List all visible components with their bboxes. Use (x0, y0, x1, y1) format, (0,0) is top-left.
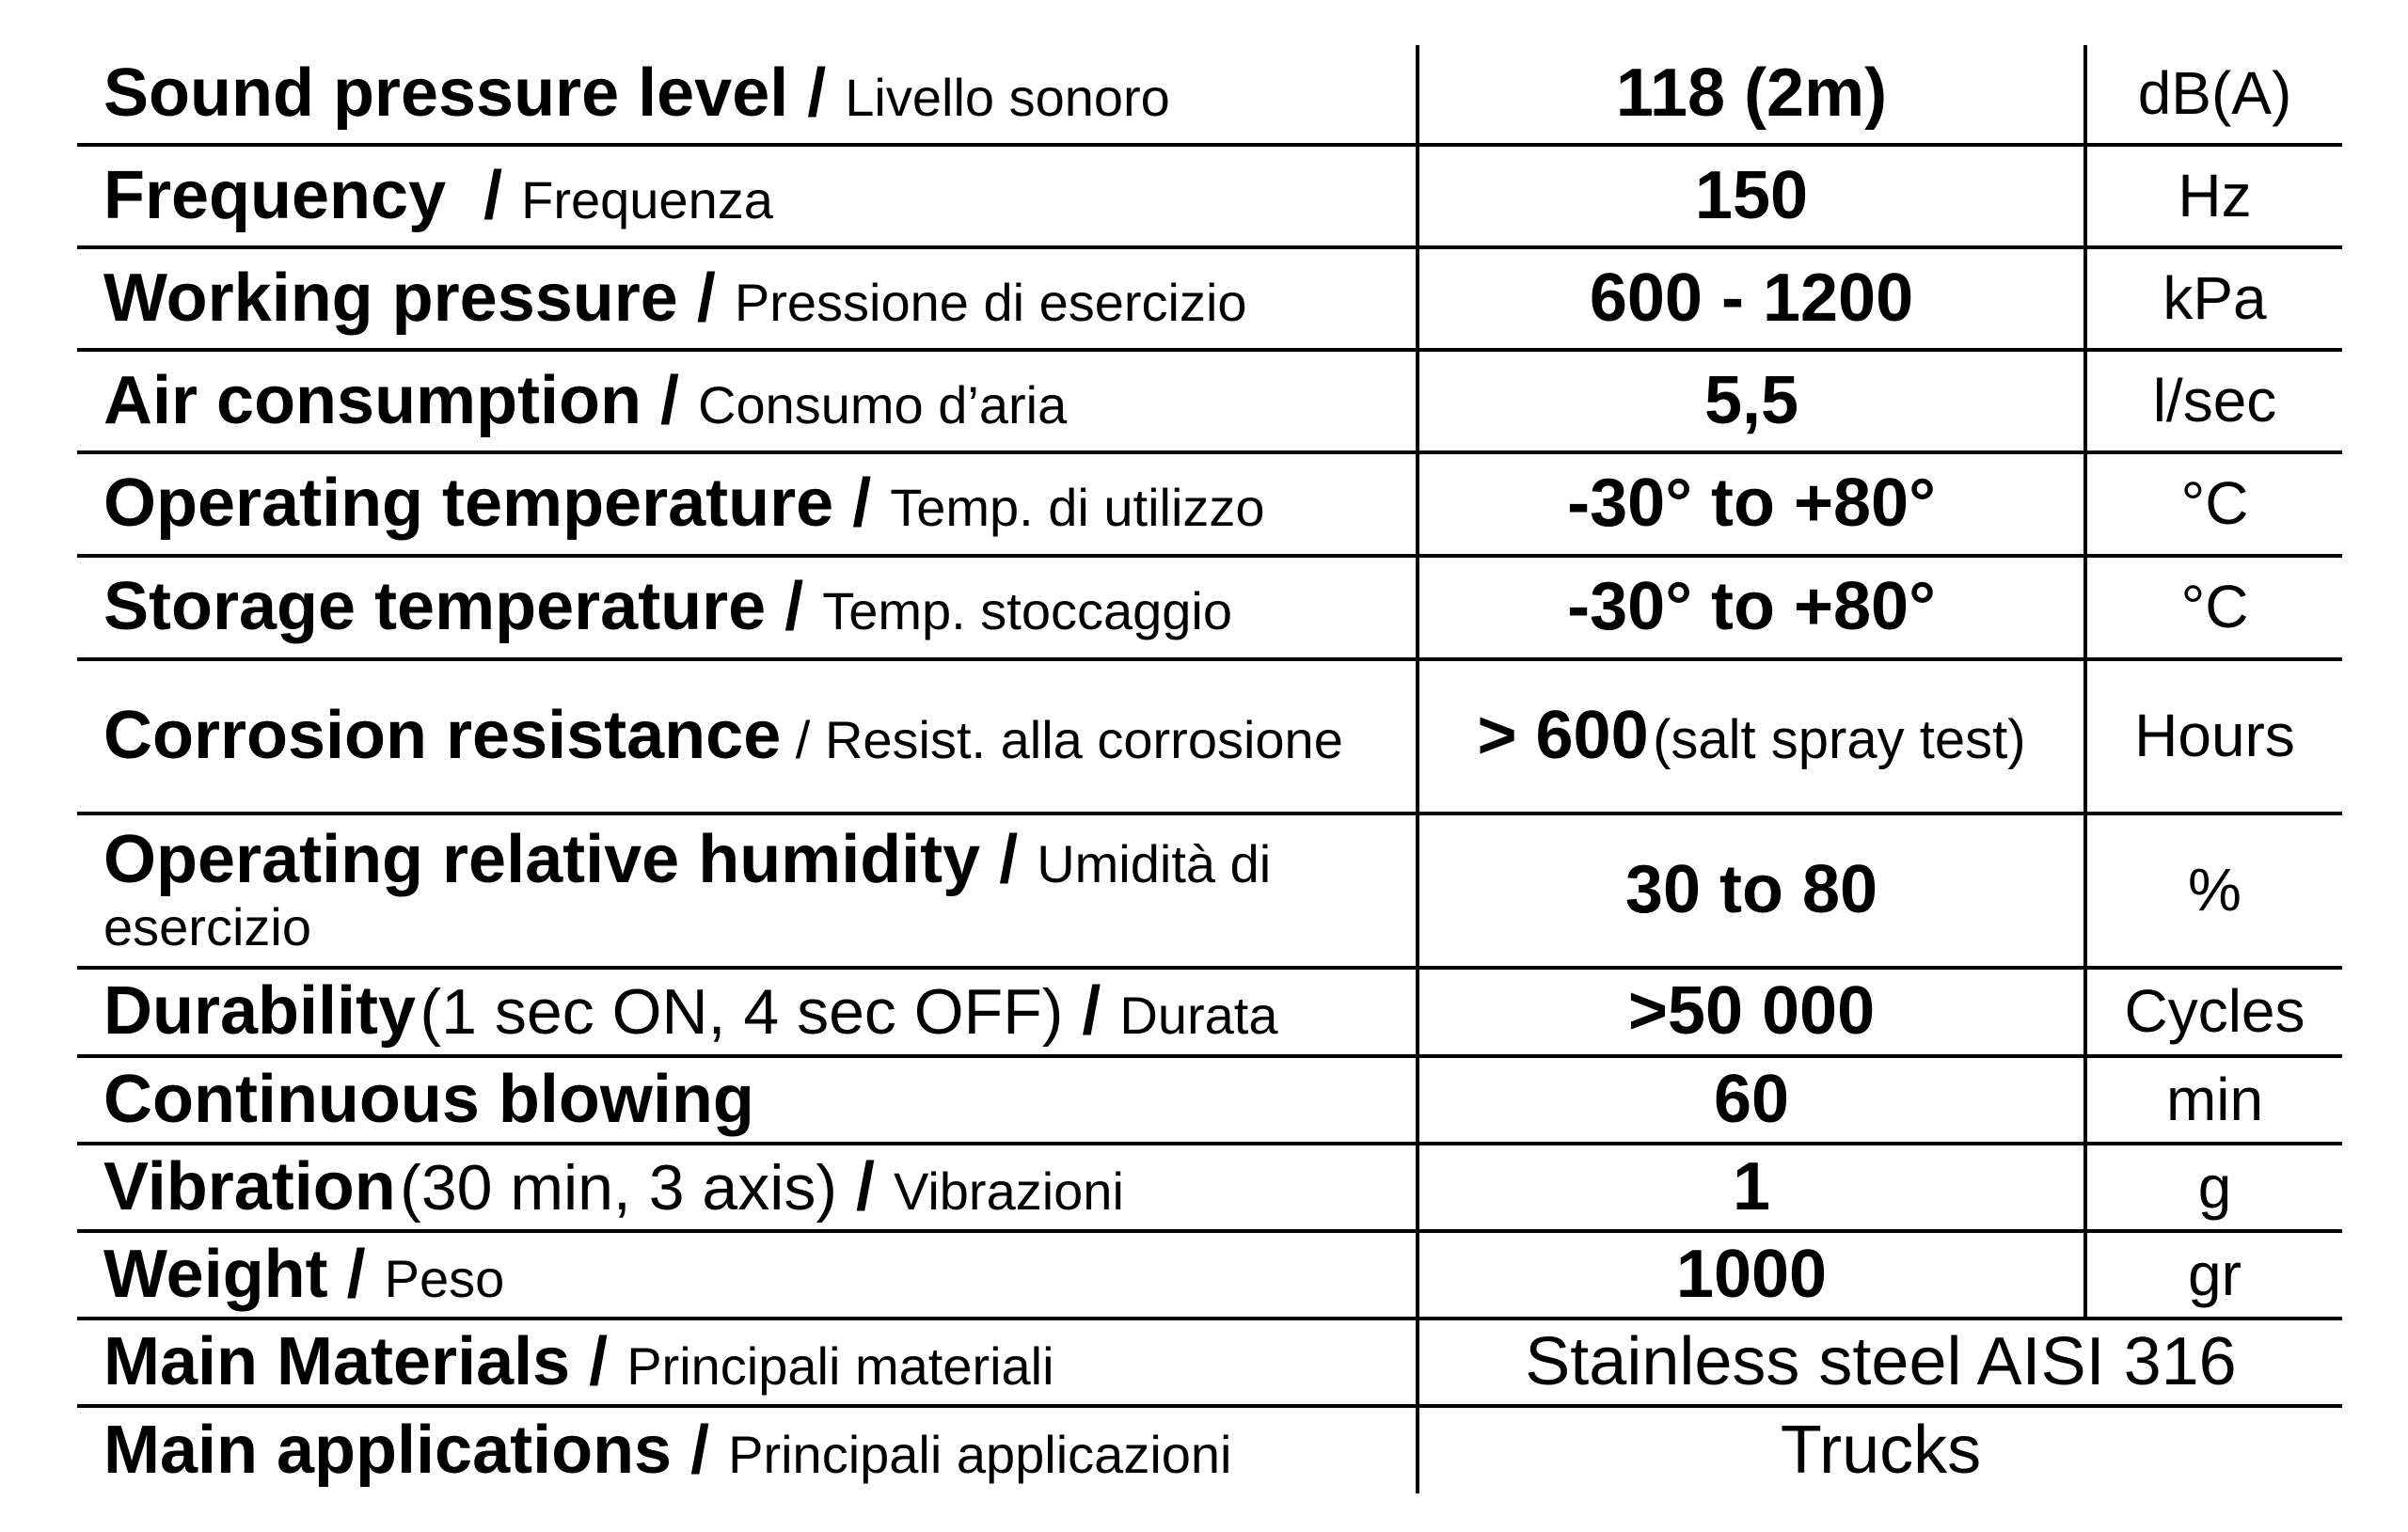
value-cell (1418, 247, 2085, 350)
table-row (77, 145, 2342, 247)
param-en: Sound pressure level (103, 55, 789, 132)
param-separator: / (1063, 973, 1120, 1050)
table-row (77, 1144, 2342, 1231)
value: 118 (2m) (1615, 55, 1888, 132)
value: 60 (1713, 1061, 1790, 1137)
param-en: Frequency (103, 157, 447, 233)
param-separator: / (327, 1236, 385, 1312)
value-cell: Stainless steel AISI 316 (1418, 1319, 2342, 1406)
value-cell (1418, 968, 2085, 1056)
param-it: Temp. di utilizzo (890, 478, 1265, 538)
param-it: Temp. stoccaggio (822, 581, 1233, 641)
unit-cell: °C (2085, 452, 2342, 556)
param-it: Consumo d’aria (698, 374, 1068, 434)
unit-cell: Hz (2085, 145, 2342, 247)
param-cell (77, 145, 1418, 247)
value-cell (1418, 1056, 2085, 1144)
table-row (77, 350, 2342, 452)
param-cell (77, 813, 1418, 968)
param-en: Working pressure (103, 260, 678, 336)
value: -30° to +80° (1567, 569, 1936, 645)
param-it: Vibrazioni (894, 1161, 1124, 1221)
param-it: Resist. alla corrosione (824, 710, 1343, 770)
param-cell (77, 1144, 1418, 1231)
param-en: Vibration (103, 1148, 396, 1224)
param-it: Umidità di esercizio (103, 833, 1272, 956)
table-row (77, 1319, 2342, 1406)
param-separator: / (672, 1412, 729, 1488)
param-it: Principali materiali (626, 1335, 1054, 1396)
table-row (77, 247, 2342, 350)
value: -30° to +80° (1567, 466, 1936, 542)
value: 1 (1732, 1148, 1771, 1224)
param-en-note: (30 min, 3 axis) (400, 1151, 837, 1224)
param-it: Durata (1119, 986, 1278, 1046)
value-cell (1418, 452, 2085, 556)
unit-cell: dB(A) (2085, 45, 2342, 145)
value-cell (1418, 145, 2085, 247)
param-en: Operating relative humidity (103, 821, 981, 897)
value-cell: Trucks (1418, 1406, 2342, 1493)
value: 600 - 1200 (1589, 260, 1914, 336)
param-separator: / (781, 710, 825, 770)
value: 150 (1694, 157, 1809, 233)
param-cell (77, 452, 1418, 556)
value-cell (1418, 556, 2085, 659)
param-cell (77, 1406, 1418, 1493)
param-en: Main applications (103, 1412, 673, 1488)
value: 1000 (1675, 1236, 1828, 1312)
unit-cell: g (2085, 1144, 2342, 1231)
param-cell (77, 45, 1418, 145)
value: >50 000 (1627, 973, 1876, 1050)
table-row (77, 659, 2342, 813)
param-it: Pressione di esercizio (734, 272, 1247, 332)
unit-cell: Hours (2085, 659, 2342, 813)
param-en: Main Materials (103, 1323, 571, 1399)
param-en: Corrosion resistance (103, 698, 782, 774)
param-en: Storage temperature (103, 569, 767, 645)
unit-cell: % (2085, 813, 2342, 968)
param-separator: / (980, 821, 1038, 897)
param-cell (77, 350, 1418, 452)
value-cell (1418, 350, 2085, 452)
param-en: Air consumption (103, 362, 642, 438)
value: 5,5 (1703, 362, 1799, 438)
value: > 600 (1477, 698, 1649, 774)
param-cell (77, 1231, 1418, 1319)
table-row (77, 1406, 2342, 1493)
value: 30 to 80 (1624, 852, 1878, 928)
param-cell (77, 659, 1418, 813)
param-it: Peso (384, 1248, 505, 1308)
unit-cell: gr (2085, 1231, 2342, 1319)
param-en: Continuous blowing (103, 1061, 754, 1137)
param-separator: / (836, 1148, 894, 1224)
value-cell (1418, 1144, 2085, 1231)
param-en: Weight (103, 1236, 328, 1312)
spec-table (77, 45, 2342, 1493)
param-cell (77, 1056, 1418, 1144)
table-row (77, 968, 2342, 1056)
param-en-note: (1 sec ON, 4 sec OFF) (420, 976, 1064, 1049)
unit-cell: l/sec (2085, 350, 2342, 452)
value-cell (1418, 813, 2085, 968)
unit-cell: min (2085, 1056, 2342, 1144)
param-it: Principali applicazioni (728, 1424, 1232, 1484)
table-row (77, 1056, 2342, 1144)
value-cell (1418, 659, 2085, 813)
param-cell (77, 247, 1418, 350)
param-separator: / (570, 1323, 627, 1399)
unit-cell: Cycles (2085, 968, 2342, 1056)
param-separator: / (642, 362, 699, 438)
table-row (77, 1231, 2342, 1319)
param-separator: / (677, 260, 735, 336)
param-en: Durability (103, 973, 417, 1050)
value-cell (1418, 1231, 2085, 1319)
param-separator: / (833, 466, 891, 542)
param-separator: / (446, 157, 522, 233)
param-it: Frequenza (521, 169, 773, 229)
table-row (77, 556, 2342, 659)
value-note: (salt spray test) (1653, 709, 2026, 771)
param-separator: / (766, 569, 823, 645)
value-cell (1418, 45, 2085, 145)
unit-cell: kPa (2085, 247, 2342, 350)
param-cell (77, 556, 1418, 659)
param-cell (77, 1319, 1418, 1406)
table-row (77, 45, 2342, 145)
unit-cell: °C (2085, 556, 2342, 659)
table-row (77, 813, 2342, 968)
param-it: Livello sonoro (845, 68, 1170, 128)
param-separator: / (788, 55, 846, 132)
table-row (77, 452, 2342, 556)
param-en: Operating temperature (103, 466, 834, 542)
param-cell (77, 968, 1418, 1056)
